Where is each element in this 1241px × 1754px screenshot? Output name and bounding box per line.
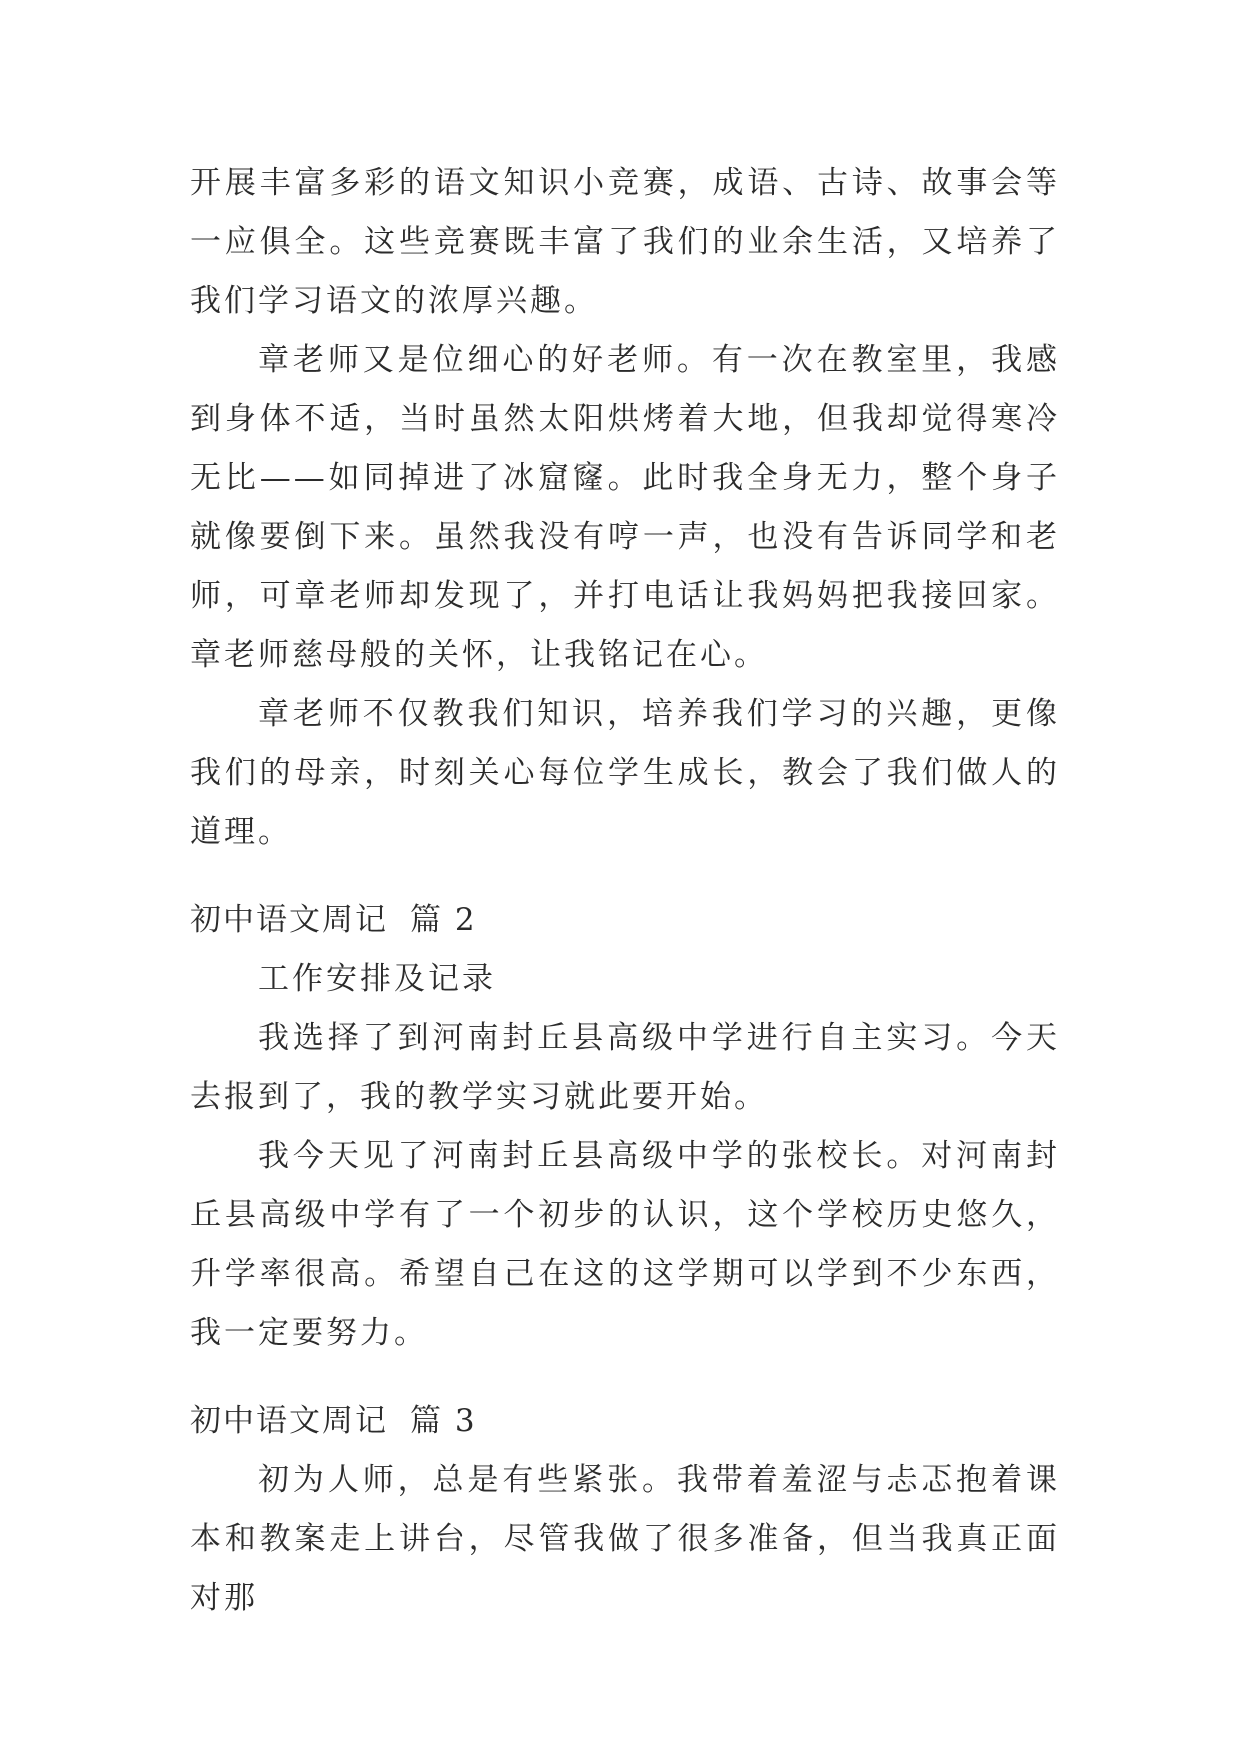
paragraph-principal-meeting: 我今天见了河南封丘县高级中学的张校长。对河南封丘县高级中学有了一个初步的认识，这个学校历史悠久，升学率很高。希望自己在这的这学期可以学到不少东西，我一定要努力。: [190, 1138, 1060, 1351]
paragraph-competitions: 开展丰富多彩的语文知识小竞赛，成语、古诗、故事会等一应俱全。这些竞赛既丰富了我们的业余生活，又培养了我们学习语文的浓厚兴趣。: [190, 165, 1060, 319]
paragraph-first-lesson: 初为人师，总是有些紧张。我带着羞涩与忐忑抱着课本和教案走上讲台，尽管我做了很多准备，但当我真正面对那: [190, 1462, 1060, 1616]
section-heading-title: 初中语文周记: [190, 902, 388, 938]
paragraph-teacher-summary: 章老师不仅教我们知识，培养我们学习的兴趣，更像我们的母亲，时刻关心每位学生成长，教会了我们做人的道理。: [190, 696, 1060, 850]
paragraph-caring-teacher: 章老师又是位细心的好老师。有一次在教室里，我感到身体不适，当时虽然太阳烘烤着大地，但我却觉得寒冷无比——如同掉进了冰窟窿。此时我全身无力，整个身子就像要倒下来。虽然我没有哼一声，也没有告诉同学和老师，可章老师却发现了，并打电话让我妈妈把我接回家。章老师慈母般的关怀，让我铭记在心。: [190, 342, 1060, 673]
section-heading-3: [190, 1392, 1060, 1451]
paragraph-internship-start: 我选择了到河南封丘县高级中学进行自主实习。今天去报到了，我的教学实习就此要开始。: [190, 1020, 1060, 1115]
section-heading-title: 初中语文周记: [190, 1403, 388, 1439]
section-heading-2: [190, 891, 1060, 950]
section-heading-number: 篇 2: [410, 902, 477, 938]
paragraph-work-arrangement: 工作安排及记录: [258, 961, 496, 997]
section-heading-number: 篇 3: [410, 1403, 477, 1439]
document-body: [190, 154, 1060, 1628]
